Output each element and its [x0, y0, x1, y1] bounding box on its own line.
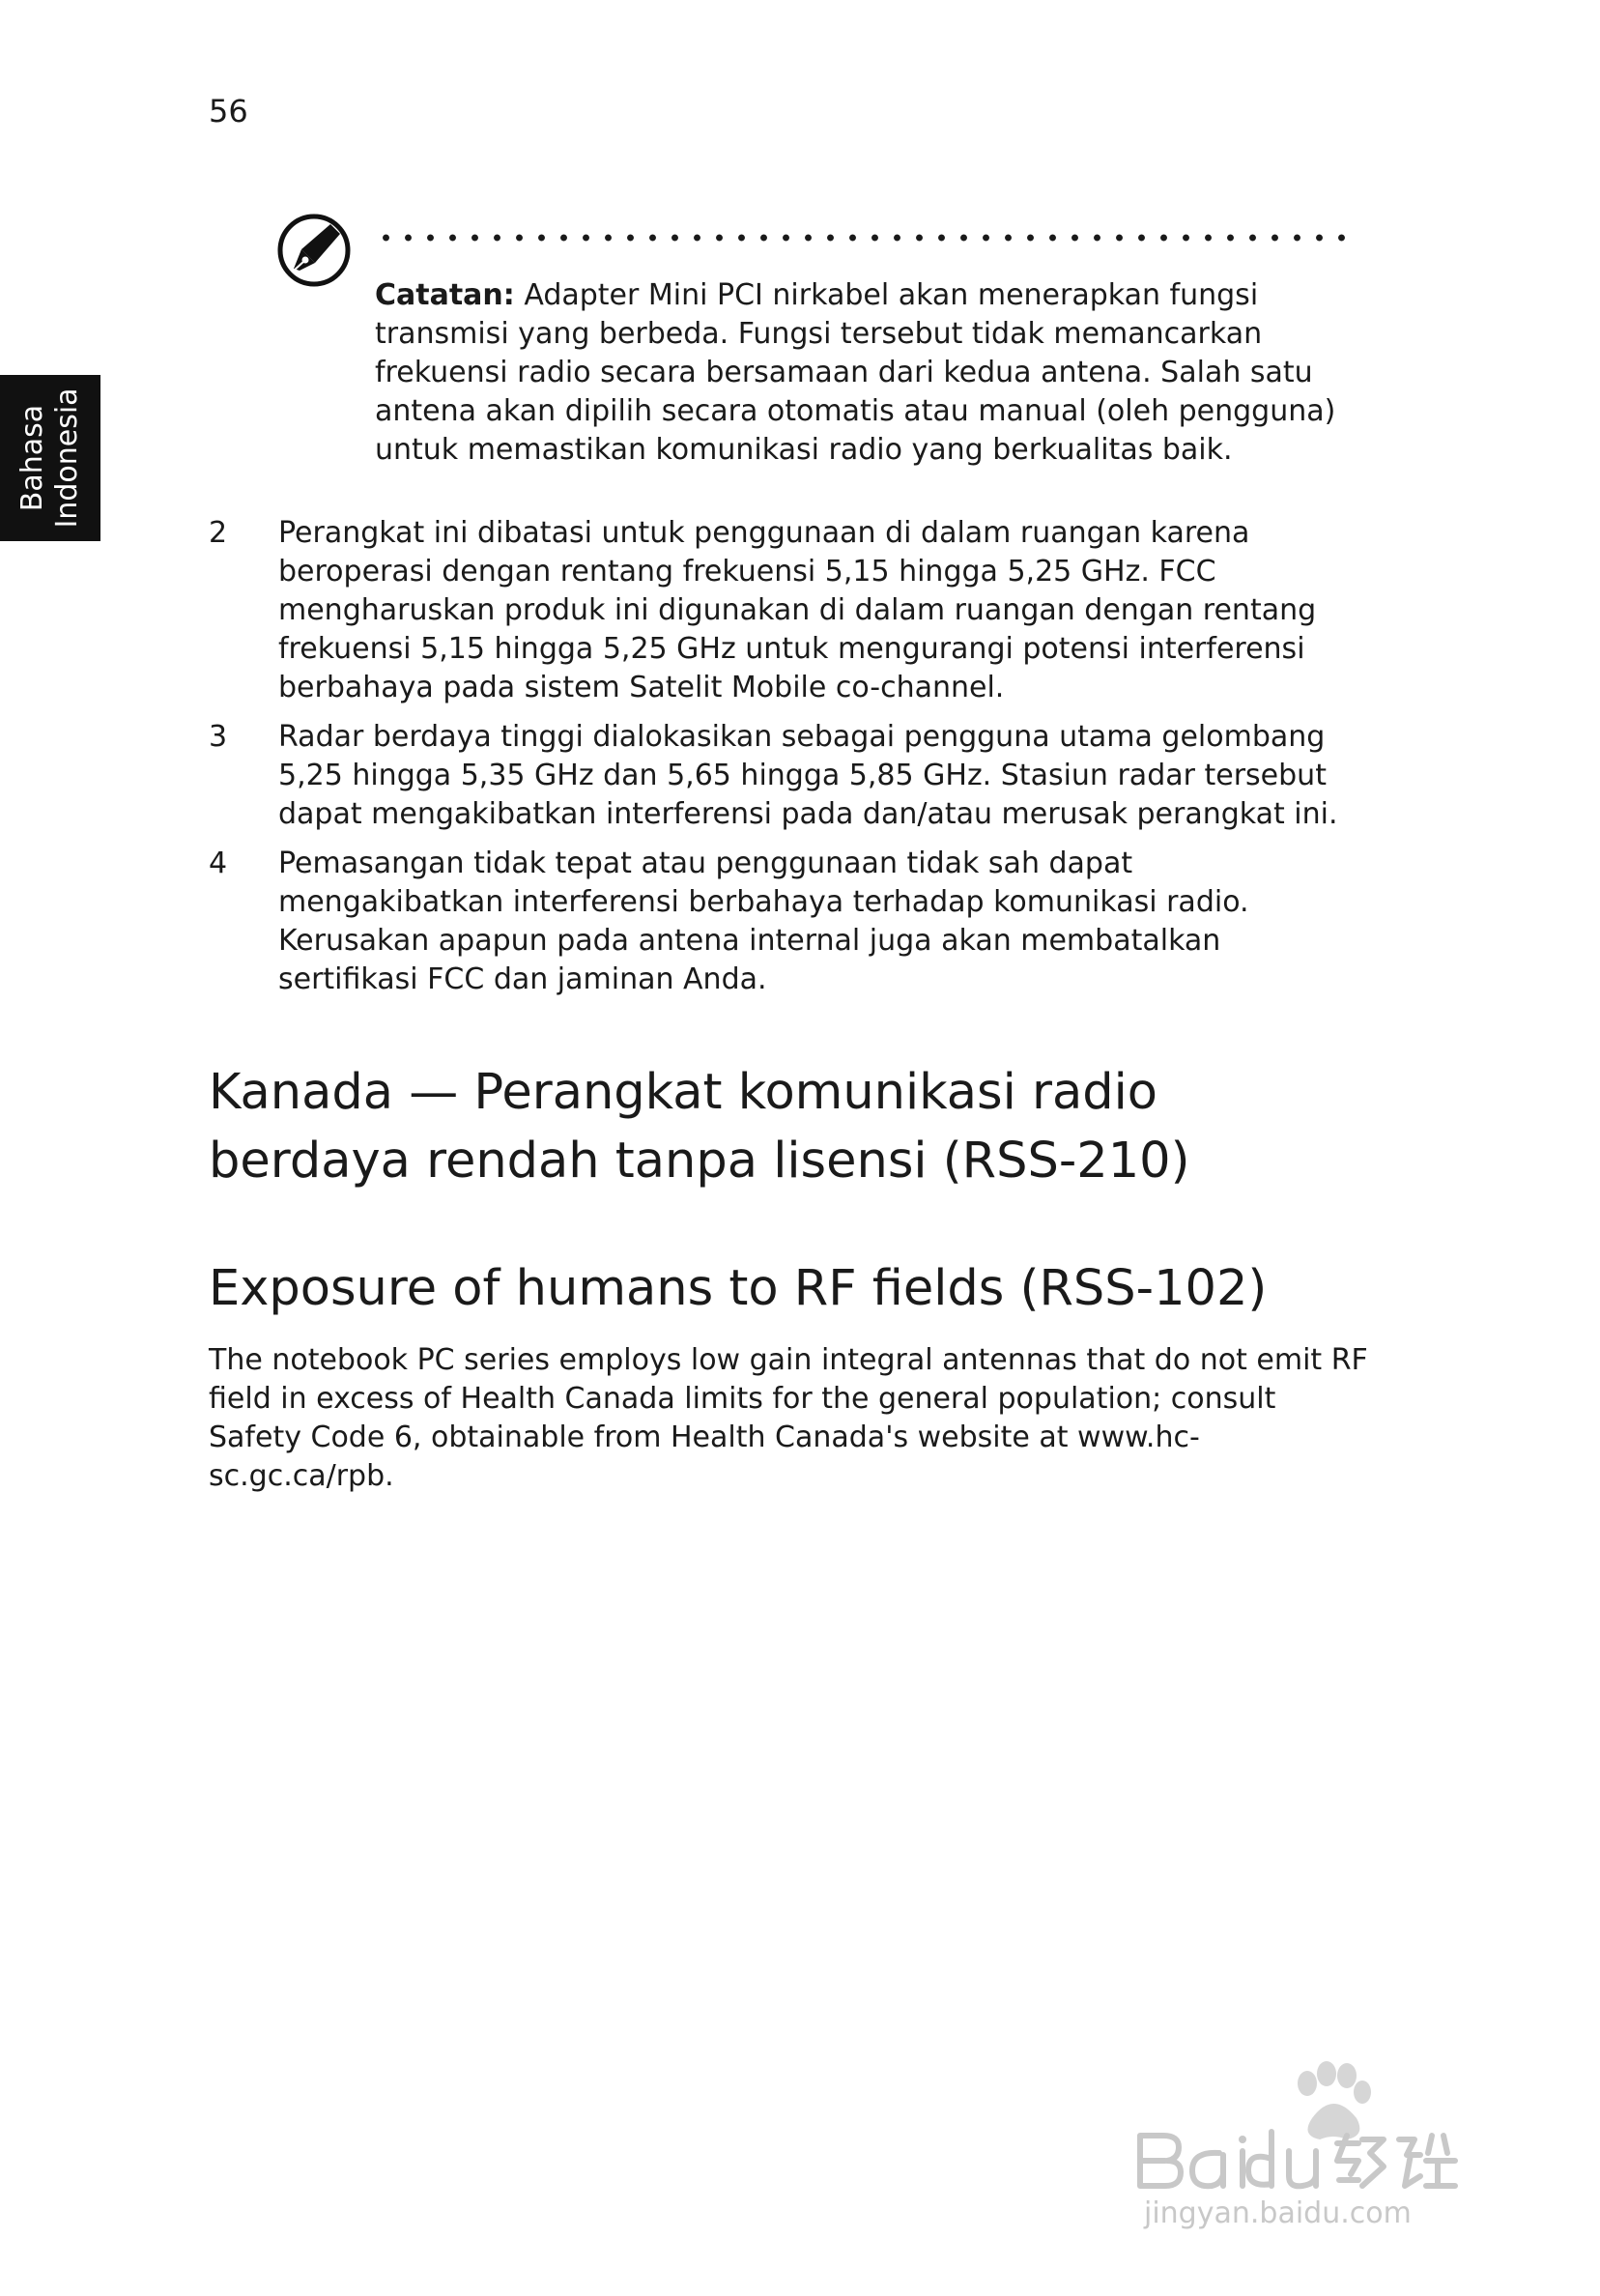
heading-exposure: Exposure of humans to RF fields (RSS-102): [209, 1260, 1268, 1317]
list-item-text: Radar berdaya tinggi dialokasikan sebagai pengguna utama gelombang 5,25 hingga 5,35 GHz dan 5,65 hingga 5,85 GHz. Stasiun radar tersebut dapat mengakibatkan interferensi pada dan/atau merusak perangkat ini.: [278, 720, 1338, 831]
side-tab-label: [15, 387, 85, 528]
list-item: [209, 718, 1358, 834]
list-item-text: Pemasangan tidak tepat atau penggunaan tidak sah dapat mengakibatkan interferensi berbahaya terhadap komunikasi radio. Kerusakan apapun pada antena internal juga akan membatalkan sertifikasi FCC dan jaminan Anda.: [278, 847, 1249, 996]
note-dotted-rule: [375, 234, 1351, 242]
numbered-list: [209, 514, 1358, 1010]
note-text: [375, 276, 1351, 470]
list-item-number: 3: [209, 720, 228, 754]
svg-text:jingyan.baidu.com: jingyan.baidu.com: [1144, 2196, 1412, 2230]
list-item: [209, 845, 1358, 999]
baidu-watermark-logo: [1130, 2039, 1498, 2232]
note-label: Catatan:: [375, 278, 515, 312]
side-tab-line1: Bahasa: [15, 404, 49, 512]
list-item-text: Perangkat ini dibatasi untuk penggunaan di dalam ruangan karena beroperasi dengan rentang frekuensi 5,15 hingga 5,25 GHz. FCC mengharuskan produk ini digunakan di dalam ruangan dengan rentang frekuensi 5,15 hingga 5,25 GHz untuk mengurangi potensi interferensi berbahaya pada sistem Satelit Mobile co-channel.: [278, 516, 1317, 704]
page-number: 56: [209, 93, 248, 129]
exposure-paragraph: The notebook PC series employs low gain integral antennas that do not emit RF field in excess of Health Canada limits for the general population; consult Safety Code 6, obtainable from Health Canada's website at www.hc-sc.gc.ca/rpb.: [209, 1343, 1368, 1493]
pen-nib-icon: [276, 213, 352, 288]
heading-kanada: Kanada — Perangkat komunikasi radio berdaya rendah tanpa lisensi (RSS-210): [209, 1064, 1190, 1190]
list-item-number: 4: [209, 847, 228, 880]
list-item: [209, 514, 1358, 707]
list-item-number: 2: [209, 516, 228, 550]
language-side-tab: [0, 375, 100, 541]
note-body: Adapter Mini PCI nirkabel akan menerapkan fungsi transmisi yang berbeda. Fungsi tersebut tidak memancarkan frekuensi radio secara bersamaan dari kedua antena. Salah satu antena akan dipilih secara otomatis atau manual (oleh pengguna) untuk memastikan komunikasi radio yang berkualitas baik.: [375, 278, 1336, 467]
side-tab-line2: Indonesia: [50, 387, 84, 529]
